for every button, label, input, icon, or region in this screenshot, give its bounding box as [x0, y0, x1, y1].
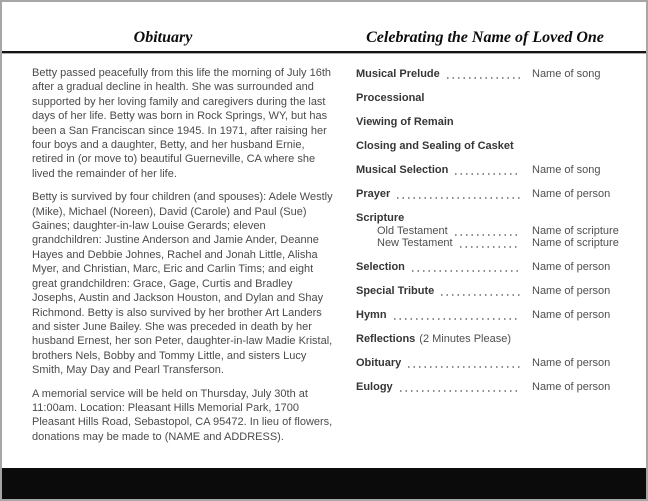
- header-left-half: [2, 29, 324, 47]
- program-item-viewing-of-remain: [356, 116, 628, 128]
- dotted-leader: [397, 197, 520, 199]
- dotted-leader: [460, 246, 520, 248]
- dotted-leader: [400, 390, 520, 392]
- obituary-paragraph-3: A memorial service will be held on Thursday, July 30th at 11:00am. Location: Pleasant Hills Memorial Park, 1700 Pleasant Hills Road, Sebastopol, CA 95472. In lieu of flowers, donations may be made to (NAME and ADDRESS).: [32, 387, 333, 443]
- footer-bar: [2, 468, 646, 499]
- program-item-musical-prelude: [356, 68, 628, 80]
- program-item-label: Eulogy: [356, 381, 393, 393]
- program-item-note: (2 Minutes Please): [419, 333, 512, 345]
- program-item-label: Musical Selection: [356, 164, 449, 176]
- program-item-closing-sealing-casket: [356, 140, 628, 152]
- program-item-label: Hymn: [356, 309, 387, 321]
- program-item-value: Name of person: [532, 188, 611, 200]
- program-item-label: Obituary: [356, 357, 402, 369]
- header-right-half: [324, 29, 646, 47]
- scripture-sub-value: Name of scripture: [532, 225, 619, 237]
- program-item-label: Scripture: [356, 212, 405, 224]
- program-item-hymn: [356, 309, 628, 321]
- obituary-page-title: Obituary: [133, 29, 193, 46]
- program-item-selection: [356, 261, 628, 273]
- scripture-sub-value: Name of scripture: [532, 237, 619, 249]
- scripture-sub-label: Old Testament: [377, 225, 448, 237]
- program-item-value: Name of song: [532, 68, 601, 80]
- program-item-value: Name of person: [532, 381, 611, 393]
- program-item-eulogy: [356, 381, 628, 393]
- dotted-leader: [455, 173, 520, 175]
- dotted-leader: [447, 77, 520, 79]
- obituary-paragraph-2: Betty is survived by four children (and spouses): Adele Westly (Mike), Michael (Noreen), David (Carole) and Paul (Sue) Gaines; daughter-in-law Louise Gerards; eleven grandchildren: Justine Anderson and Jamie Ander, Deanne Hayes and Debbie Johnes, Rachel and Jonah Little, Alisha Myer, and Christian, Marc, Eric and Carlin Tims; and eight great grandchildren: Grace, Gage, Curtis and Bradley Josephs, Austin and Jackson Houston, and Dylan and Shay Richmond. Betty is also survived by her brother Art Landers and sister June Bailey. She was preceded in death by her husband Ernest, her son Peter, daughter-in-law Madie Kristal, brothers Nels, Bobby and Tommy Little, and sisters Lucy Smith, May Day and Pearl Transferson.: [32, 191, 333, 377]
- program-item-value: Name of song: [532, 164, 601, 176]
- dotted-leader: [412, 270, 520, 272]
- program-item-special-tribute: [356, 285, 628, 297]
- program-item-value: Name of person: [532, 261, 611, 273]
- obituary-column: [32, 66, 336, 453]
- dotted-leader: [441, 294, 520, 296]
- program-item-value: Name of person: [532, 309, 611, 321]
- program-item-label: Processional: [356, 92, 425, 104]
- scripture-new-testament-row: [356, 237, 628, 249]
- program-item-value: Name of person: [532, 285, 611, 297]
- program-item-musical-selection: [356, 164, 628, 176]
- scripture-sub-label: New Testament: [377, 237, 453, 249]
- program-item-scripture: [356, 212, 628, 249]
- program-item-obituary: [356, 357, 628, 369]
- dotted-leader: [455, 234, 520, 236]
- program-item-label: Selection: [356, 261, 405, 273]
- program-item-label: Viewing of Remain: [356, 116, 454, 128]
- dotted-leader: [394, 318, 520, 320]
- program-item-label: Special Tribute: [356, 285, 435, 297]
- order-of-service-column: [356, 66, 628, 453]
- program-item-label: Closing and Sealing of Casket: [356, 140, 514, 152]
- program-item-label: Reflections: [356, 333, 416, 345]
- scripture-heading: [356, 212, 628, 224]
- obituary-paragraph-1: Betty passed peacefully from this life the morning of July 16th after a gradual decline in health. She was surrounded and supported by her loving family and caregivers during the last days of her life. Betty was born in Rock Springs, WY, but has been a San Franciscan since 1945. In 1971, after raising her four boys and a daughter, Betty, and her husband Ernie, retired in (or move to) beautiful Guerneville, CA where she lived the remainder of her life.: [32, 67, 331, 180]
- program-item-value: Name of person: [532, 357, 611, 369]
- page-content: [2, 54, 646, 453]
- program-item-label: Musical Prelude: [356, 68, 440, 80]
- program-item-prayer: [356, 188, 628, 200]
- page-header: [2, 2, 646, 47]
- dotted-leader: [408, 366, 520, 368]
- scripture-old-testament-row: [356, 225, 628, 237]
- program-item-label: Prayer: [356, 188, 391, 200]
- header-rule: [2, 51, 646, 54]
- celebration-page-title: Celebrating the Name of Loved One: [366, 29, 604, 46]
- program-item-reflections: [356, 333, 628, 345]
- program-item-processional: [356, 92, 628, 104]
